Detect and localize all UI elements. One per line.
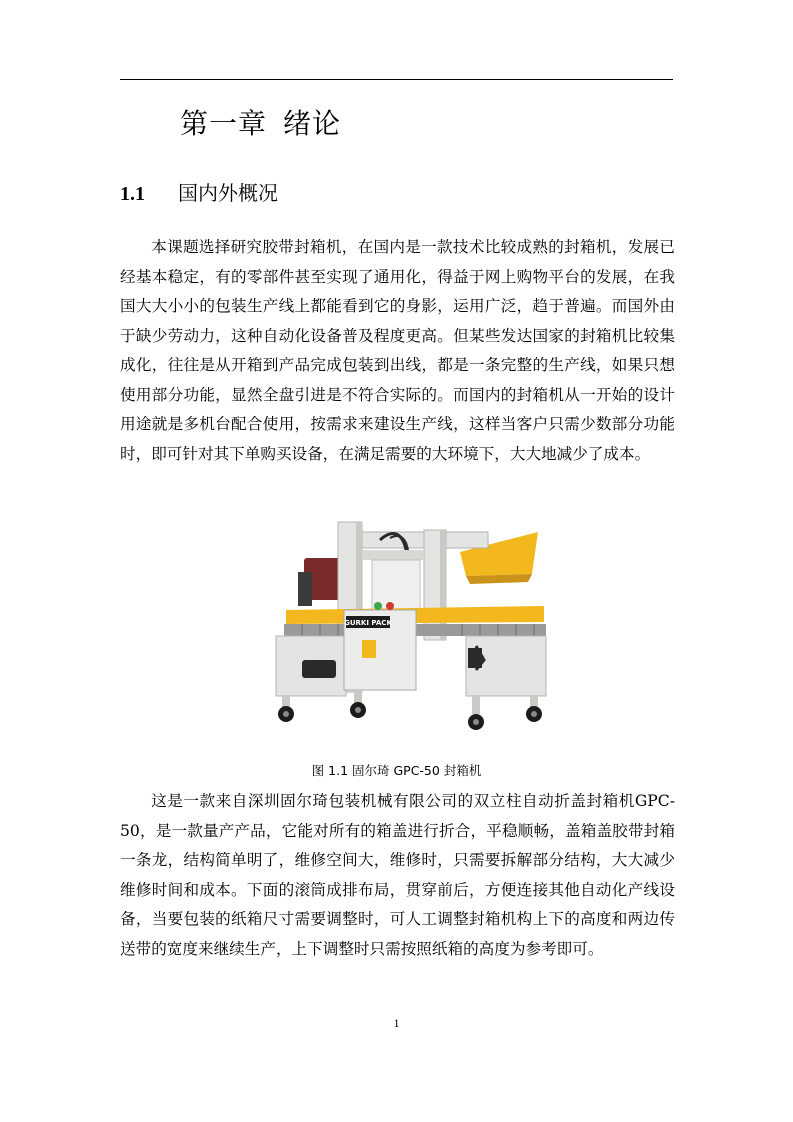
control-button-red (386, 602, 394, 610)
chapter-heading (180, 104, 341, 144)
brand-label: GURKI PACK (344, 619, 392, 627)
caster-3-hub (531, 711, 537, 717)
sealing-machine-figure (262, 510, 552, 740)
header-rule (120, 79, 673, 80)
chapter-number: 第一章 (180, 107, 268, 140)
paragraph-description: 这是一款来自深圳固尔琦包装机械有限公司的双立柱自动折盖封箱机GPC-50，是一款量产产品，它能对所有的箱盖进行折合，平稳顺畅，盖箱盖胶带封箱一条龙，结构简单明了，维修空间大，维修时，只需要拆解部分结构，大大减少维修时间和成本。下面的滚筒成排布局，贯穿前后，方便连接其他自动化产线设备，当要包装的纸箱尺寸需要调整时，可人工调整封箱机构上下的高度和两边传送带的宽度来继续生产，上下调整时只需按照纸箱的高度为参考即可。 (120, 792, 675, 958)
motor (302, 660, 336, 678)
leg-4 (472, 696, 480, 714)
tape-head-plate (298, 572, 312, 606)
caster-2-hub (355, 707, 361, 713)
section-heading (120, 178, 278, 209)
page-number: 1 (393, 1016, 400, 1030)
section-number: 1.1 (120, 183, 145, 205)
section-title: 国内外概况 (178, 181, 278, 205)
caster-4-hub (473, 719, 479, 725)
right-column-shade (440, 530, 446, 640)
figure-caption: 图 1.1 固尔琦 GPC-50 封箱机 (311, 763, 482, 778)
cross-beam (362, 550, 424, 560)
paragraph-intro: 本课题选择研究胶带封箱机，在国内是一款技术比较成熟的封箱机，发展已经基本稳定，有的零部件甚至实现了通用化，得益于网上购物平台的发展，在我国大大小小的包装生产线上都能看到它的身影，运用广泛，趋于普遍。而国外由于缺少劳动力，这种自动化设备普及程度更高。但某些发达国家的封箱机比较集成化，往往是从开箱到产品完成包装到出线，都是一条完整的生产线，如果只想使用部分功能，显然全盘引进是不符合实际的。而国内的封箱机从一开始的设计用途就是多机台配合使用，按需求来建设生产线，这样当客户只需少数部分功能时，即可针对其下单购买设备，在满足需要的大环境下，大大地减少了成本。 (120, 238, 675, 463)
control-button-green (374, 602, 382, 610)
warning-label (362, 640, 376, 658)
top-arm (358, 532, 488, 548)
caster-1-hub (283, 711, 289, 717)
chapter-title: 绪论 (283, 107, 342, 140)
